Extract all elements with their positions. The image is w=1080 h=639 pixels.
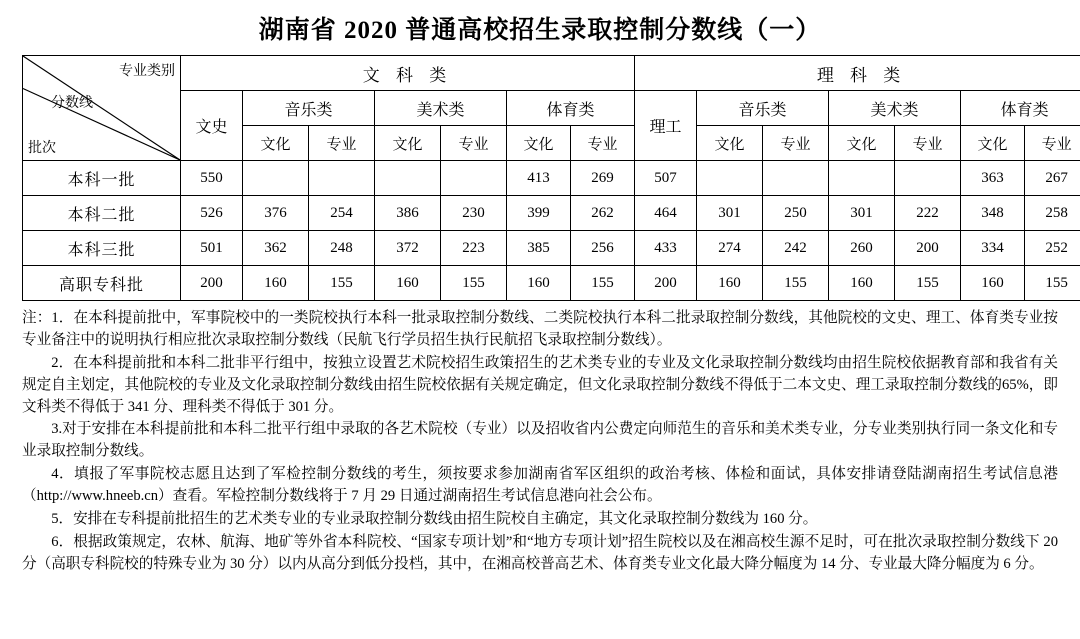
table-header-group-row	[23, 56, 1080, 91]
table-cell	[375, 161, 441, 196]
table-cell: 155	[1025, 266, 1080, 301]
kind-header: 文化	[507, 126, 571, 161]
table-cell: 160	[375, 266, 441, 301]
kind-header: 文化	[243, 126, 309, 161]
table-cell: 258	[1025, 196, 1080, 231]
subject-header-music-sci: 音乐类	[697, 91, 829, 126]
row-label: 高职专科批	[23, 266, 181, 301]
table-cell: 376	[243, 196, 309, 231]
table-cell: 200	[635, 266, 697, 301]
kind-header: 专业	[895, 126, 961, 161]
note-item-3: 3.对于安排在本科提前批和本科二批平行组中录取的各艺术院校（专业）以及招收省内公费定向师范生的音乐和美术类专业，分专业类别执行同一条文化和专业录取控制分数线。	[22, 421, 1058, 460]
table-cell: 248	[309, 231, 375, 266]
table-cell: 267	[1025, 161, 1080, 196]
table-cell: 200	[181, 266, 243, 301]
corner-score-label: 分数线	[51, 96, 93, 111]
subject-header-ligong: 理工	[635, 91, 697, 161]
kind-header: 文化	[375, 126, 441, 161]
table-cell: 385	[507, 231, 571, 266]
table-cell: 160	[961, 266, 1025, 301]
table-cell	[829, 161, 895, 196]
note-item-5: 5．安排在专科提前批招生的艺术类专业的专业录取控制分数线由招生院校自主确定，其文化录取控制分数线为 160 分。	[51, 511, 818, 528]
table-cell: 155	[441, 266, 507, 301]
table-cell: 348	[961, 196, 1025, 231]
table-cell	[243, 161, 309, 196]
table-cell: 223	[441, 231, 507, 266]
table-cell: 550	[181, 161, 243, 196]
table-cell: 160	[507, 266, 571, 301]
notes-section	[22, 308, 1058, 576]
table-cell: 464	[635, 196, 697, 231]
kind-header: 文化	[961, 126, 1025, 161]
table-cell: 526	[181, 196, 243, 231]
table-cell	[895, 161, 961, 196]
kind-header: 专业	[441, 126, 507, 161]
table-cell: 262	[571, 196, 635, 231]
group-header-science: 理 科 类	[635, 56, 1080, 91]
table-row	[23, 231, 1080, 266]
table-cell: 301	[697, 196, 763, 231]
table-cell: 160	[697, 266, 763, 301]
note-item-2: 2．在本科提前批和本科二批非平行组中，按独立设置艺术院校招生政策招生的艺术类专业的专业及文化录取控制分数线均由招生院校依据教育部和我省有关规定自主划定，其他院校的专业及文化录取控制分数线由招生院校依据有关规定确定，但文化录取控制分数线不得低于二本文史、理工录取控制分数线的65%，即文科类不得低于 341 分、理科类不得低于 301 分。	[22, 354, 1058, 415]
table-cell: 399	[507, 196, 571, 231]
table-cell	[697, 161, 763, 196]
group-header-liberal-arts: 文 科 类	[181, 56, 635, 91]
table-cell: 254	[309, 196, 375, 231]
subject-header-wenshi: 文史	[181, 91, 243, 161]
page-title: 湖南省 2020 普通高校招生录取控制分数线（一）	[258, 17, 822, 44]
table-cell: 155	[763, 266, 829, 301]
table-cell: 160	[243, 266, 309, 301]
note-item-1: 注：1．在本科提前批中，军事院校中的一类院校执行本科一批录取控制分数线、二类院校执行本科二批录取控制分数线，其他院校的文史、理工、体育类专业按专业备注中的说明执行相应批次录取控制分数线（民航飞行学员招生执行民航招飞录取控制分数线）。	[22, 310, 1058, 348]
table-cell: 269	[571, 161, 635, 196]
table-cell: 155	[895, 266, 961, 301]
table-cell: 413	[507, 161, 571, 196]
table-cell: 501	[181, 231, 243, 266]
table-cell: 242	[763, 231, 829, 266]
kind-header: 专业	[1025, 126, 1080, 161]
table-cell: 256	[571, 231, 635, 266]
table-row	[23, 196, 1080, 231]
corner-major-label: 专业类别	[119, 64, 175, 79]
table-cell: 372	[375, 231, 441, 266]
row-label: 本科二批	[23, 196, 181, 231]
subject-header-fineart-sci: 美术类	[829, 91, 961, 126]
table-header-subject-row	[23, 91, 1080, 126]
table-cell: 230	[441, 196, 507, 231]
table-cell: 160	[829, 266, 895, 301]
row-label: 本科三批	[23, 231, 181, 266]
table-cell	[441, 161, 507, 196]
table-cell: 155	[571, 266, 635, 301]
table-cell: 252	[1025, 231, 1080, 266]
score-table	[22, 55, 1080, 301]
table-cell	[309, 161, 375, 196]
corner-batch-label: 批次	[28, 141, 56, 156]
kind-header: 专业	[309, 126, 375, 161]
table-corner-cell	[23, 56, 181, 161]
table-cell: 155	[309, 266, 375, 301]
subject-header-sports-sci: 体育类	[961, 91, 1080, 126]
table-cell: 386	[375, 196, 441, 231]
table-row	[23, 266, 1080, 301]
kind-header: 专业	[763, 126, 829, 161]
table-cell: 250	[763, 196, 829, 231]
note-item-4: 4．填报了军事院校志愿且达到了军检控制分数线的考生，须按要求参加湖南省军区组织的政治考核、体检和面试，具体安排请登陆湖南招生考试信息港（http://www.hneeb.cn）查看。军检控制分数线将于 7 月 29 日通过湖南招生考试信息港向社会公布。	[22, 466, 1058, 505]
subject-header-fineart-arts: 美术类	[375, 91, 507, 126]
table-cell: 301	[829, 196, 895, 231]
note-item-6: 6．根据政策规定，农林、航海、地矿等外省本科院校、“国家专项计划”和“地方专项计划”招生院校以及在湘高校生源不足时，可在批次录取控制分数线下 20 分（高职专科院校的特殊专业为 30 分）以内从高分到低分投档，其中，在湘高校普高艺术、体育类专业文化最大降分幅度为 14 分、专业最大降分幅度为 6 分。	[22, 533, 1058, 572]
table-cell: 334	[961, 231, 1025, 266]
table-cell: 363	[961, 161, 1025, 196]
kind-header: 专业	[571, 126, 635, 161]
table-cell: 200	[895, 231, 961, 266]
table-cell	[763, 161, 829, 196]
kind-header: 文化	[829, 126, 895, 161]
table-cell: 222	[895, 196, 961, 231]
table-cell: 507	[635, 161, 697, 196]
kind-header: 文化	[697, 126, 763, 161]
table-row	[23, 161, 1080, 196]
table-cell: 362	[243, 231, 309, 266]
subject-header-sports-arts: 体育类	[507, 91, 635, 126]
table-cell: 260	[829, 231, 895, 266]
subject-header-music-arts: 音乐类	[243, 91, 375, 126]
row-label: 本科一批	[23, 161, 181, 196]
table-cell: 274	[697, 231, 763, 266]
table-cell: 433	[635, 231, 697, 266]
